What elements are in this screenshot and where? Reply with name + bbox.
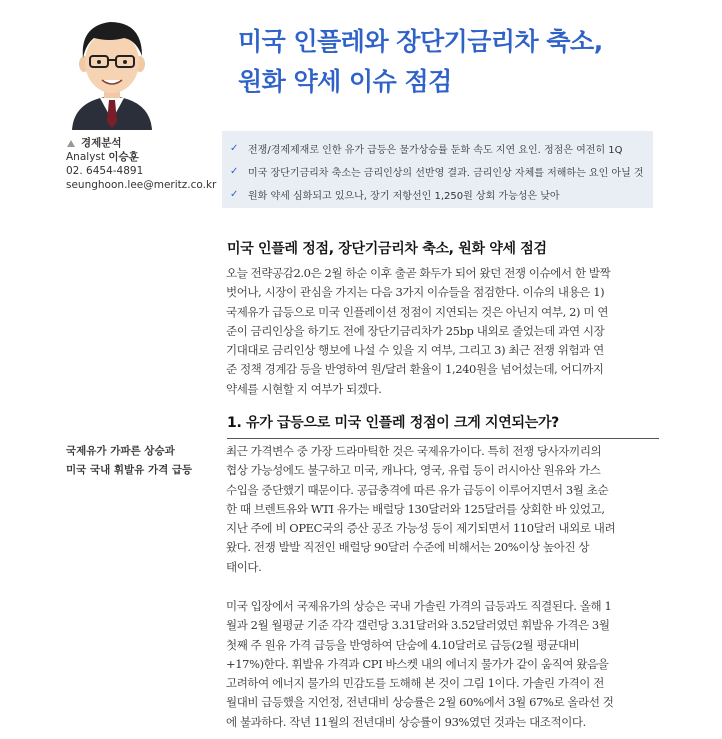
summary-item [230,183,653,206]
analyst-phone: 02. 6454-4891 [66,165,144,177]
intro-paragraph [226,264,658,399]
text-line: 지난 주에 비 OPEC국의 증산 공조 가능성 등이 제기되면서 110달러 내외로 내려 [226,521,616,536]
analyst-name: 이승훈 [108,151,139,163]
analyst-role: Analyst [66,151,105,163]
text-line: 협상 가능성에도 불구하고 미국, 캐나다, 영국, 유럽 등이 러시아산 원유와 가스 [226,463,601,478]
triangle-icon [67,140,75,147]
text-line: 기대대로 금리인상 행보에 나설 수 있을 지 여부, 그리고 3) 최근 전쟁 위험과 연 [226,343,604,358]
summary-box [222,131,653,208]
text-line: 월대비 급등했을 지언정, 전년대비 상승률은 2월 60%에서 3월 67%로 올라선 것 [226,695,614,710]
section-heading: 미국 인플레 정점, 장단기금리차 축소, 원화 약세 점검 [227,241,547,257]
text-line: 준 정책 경계감 등을 반영하여 원/달러 환율이 1,240원을 넘어섰는데, 어디까지 [226,362,604,377]
text-line: 첫째 주 원유 가격 급등을 반영하여 단숨에 4.10달러로 급등(2월 평균대비 [226,637,580,652]
summary-text: 미국 장단기금리차 축소는 금리인상의 선반영 결과. 금리인상 자체를 저해하는 요인 아닐 것 [248,168,644,179]
side-note-line: 국제유가 가파른 상승과 [66,445,175,457]
summary-text: 전쟁/경제제재로 인한 유가 급등은 물가상승률 둔화 속도 지연 요인. 정점은 여전히 1Q [248,145,623,156]
body-paragraph-1 [226,442,658,577]
summary-text: 원화 약세 심화되고 있으나, 장기 저항선인 1,250원 상회 가능성은 낮아 [248,191,560,202]
check-icon: ✓ [230,189,239,200]
text-line: 준이 금리인상을 하기도 전에 장단기금리차가 25bp 내외로 줄었는데 과연 시장 [226,323,605,338]
analyst-email[interactable]: seunghoon.lee@meritz.co.kr [66,179,217,191]
text-line: 한 때 브렌트유와 WTI 유가는 배럴당 130달러와 125달러를 상회한 바 있었고, [226,501,605,516]
report-title-line-1: 미국 인플레와 장단기금리차 축소, [238,27,603,56]
summary-item [230,160,653,183]
text-line: 왔다. 전쟁 발발 직전인 배럴당 90달러 수준에 비해서는 20%이상 높아진 상 [226,540,590,555]
text-line: 에 불과하다. 작년 11월의 전년대비 상승률이 93%였던 것과는 대조적이다. [226,714,586,729]
text-line: 벗어나, 시장이 관심을 가지는 다음 3가지 이슈들을 점검한다. 이슈의 내용은 1) [226,285,605,300]
heading-1: 1. 유가 급등으로 미국 인플레 정점이 크게 지연되는가? [227,412,659,439]
side-note-line: 미국 국내 휘발유 가격 급등 [66,464,193,476]
analyst-avatar [66,12,158,130]
text-line: 약세를 시현할 지 여부가 되겠다. [226,381,382,396]
text-line: 최근 가격변수 중 가장 드라마틱한 것은 국제유가이다. 특히 전쟁 당사자끼리의 [226,444,602,458]
side-note [66,442,192,480]
report-title-line-2: 원화 약세 이슈 점검 [238,67,452,96]
summary-item [230,137,653,160]
text-line: 고려하여 에너지 물가의 민감도를 도해해 본 것이 그림 1이다. 가솔린 가격이 전 [226,676,604,691]
department-row [66,136,216,150]
text-line: 수입을 중단했기 때문이다. 공급충격에 따른 유가 급등이 이루어지면서 3월 초순 [226,482,609,497]
text-line: 월과 2월 월평균 기준 각각 갤런당 3.31달러와 3.52달러였던 휘발유 가격은 3월 [226,618,610,633]
body-paragraph-2 [226,597,658,732]
text-line: +17%)한다. 휘발유 가격과 CPI 바스켓 내의 에너지 물가가 같이 움직여 왔음을 [226,656,609,671]
analyst-info [66,136,216,192]
department-label: 경제분석 [81,137,122,149]
text-line: 오늘 전략공감2.0은 2월 하순 이후 출곧 화두가 되어 왔던 전쟁 이슈에서 한 발짝 [226,266,611,280]
text-line: 국제유가 급등으로 미국 인플레이션 정점이 지연되는 것은 아닌지 여부, 2) 미 연 [226,304,609,319]
text-line: 태이다. [226,559,262,574]
check-icon: ✓ [230,143,239,154]
check-icon: ✓ [230,166,239,177]
text-line: 미국 입장에서 국제유가의 상승은 국내 가솔린 가격의 급등과도 직결된다. 올해 1 [226,599,612,613]
analyst-name-row [66,150,216,164]
